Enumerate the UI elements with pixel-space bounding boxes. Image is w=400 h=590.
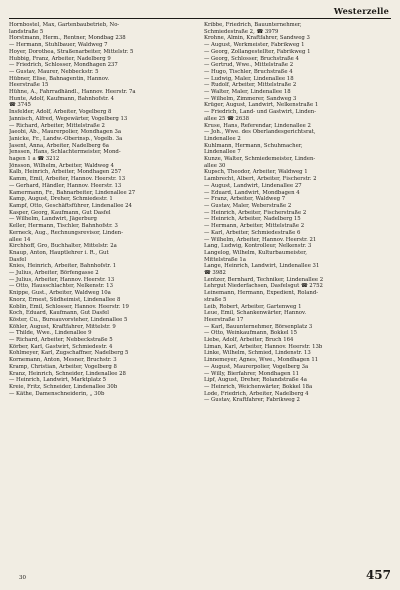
signature-mark: 30 xyxy=(19,575,26,581)
directory-entry: straße 5 xyxy=(204,296,227,303)
running-head: Westerzelle xyxy=(333,6,389,16)
directory-entry: Kruse, Hans, Referendar, Lindenallee 2 xyxy=(204,122,311,129)
directory-entry: — August, Maurerpolier, Vogelberg 3a xyxy=(204,363,309,370)
directory-entry: Kamermann, Fr., Bahnarbeiter, Lindenallee 27 xyxy=(9,189,136,196)
directory-entry: — August, Werkmeister, Fabrikweg 1 xyxy=(204,42,305,49)
directory-entry: Lentzer, Bernhard, Techniker, Lindenallee 2 xyxy=(204,276,324,283)
directory-entry: Horstmann, Herm., Rentner, Mondbag 238 xyxy=(9,35,126,42)
directory-entry: allee 25 ☎ 2638 xyxy=(204,115,250,122)
directory-entry: — Wilhelm, Landwirt, Jägerburg xyxy=(9,216,97,223)
directory-entry: — Gerhard, Händler, Hannov. Heerstr. 13 xyxy=(9,182,122,189)
directory-entry: Koblin, Emil, Schlosser, Hannov. Heerstr. 19 xyxy=(9,303,129,310)
directory-entry: — Karl, Arbeiter, Schmiedestraße 6 xyxy=(204,229,301,236)
directory-entry: — Gustav, Kraftfahrer, Fabrikweg 2 xyxy=(204,397,300,404)
directory-entry: Insfelder, Adolf, Arbeiter, Vogelberg 8 xyxy=(9,109,112,116)
directory-entry: Krohne, Almin, Kraftfahrer, Sandweg 3 xyxy=(204,35,310,42)
directory-entry: — August, Landwirt, Lindenallee 27 xyxy=(204,182,302,189)
directory-entry: Kreie, Fritz, Schneider, Lindenallee 30b xyxy=(9,383,118,390)
directory-entry: — Joh., Wwe. des Oberlandesgerichtsrat, xyxy=(204,129,316,136)
directory-entry: Leue, Emil, Schankenwärter, Hannov. xyxy=(204,310,307,317)
directory-entry: Dasfel xyxy=(9,256,27,263)
directory-entry: Lang, Ludwig, Kontrolleur, Nelkenstr. 3 xyxy=(204,243,312,250)
directory-entry: — Walter, Maler, Lindenallee 18 xyxy=(204,89,291,96)
directory-entry: Jaeobi, Ab., Maurerpolier, Mondhagen 3a xyxy=(9,129,122,136)
directory-entry: Kornemann, Anton, Mesner, Bruchstr. 3 xyxy=(9,357,117,364)
directory-entry: Leib, Robert, Arbeiter, Gartenweg 1 xyxy=(204,303,302,310)
directory-entry: Hornbostel, Max, Gartenbaubetrieb, No- xyxy=(9,22,120,28)
directory-entry: Krüger, August, Landwirt, Nelkenstraße 1 xyxy=(204,102,319,109)
directory-entry: Jenssen, Hans, Schlachtermeister, Mond- xyxy=(9,149,121,156)
directory-entry: — Georg, Schlosser, Bruchstraße 4 xyxy=(204,55,299,62)
directory-entry: — Heinrich, Arbeiter, Fischerstraße 2 xyxy=(204,209,307,216)
directory-entry: — Hugo, Tischler, Bruchstraße 4 xyxy=(204,68,293,75)
directory-entry: Kupsch, Theodor, Arbeiter, Waldweg 1 xyxy=(204,169,308,176)
directory-entry: Jönsson, Wilhelm, Arbeiter, Waldweg 4 xyxy=(9,162,114,169)
directory-entry: landstraße 5 xyxy=(9,28,44,35)
directory-entry: Köster, Cu., Bureauvorsteher, Lindenallee 5 xyxy=(9,316,128,323)
directory-entry: hagen 1 a ☎ 3212 xyxy=(9,156,60,163)
directory-entry: Kamp, August, Dreher, Schmiedestr. 1 xyxy=(9,196,113,203)
directory-entry: Kalb, Heinrich, Arbeiter, Mondhagen 257 xyxy=(9,169,122,176)
directory-entry: Kribbe, Friedrich, Bauunternehmer, xyxy=(204,22,302,28)
directory-entry: Kunze, Walter, Schmiedemeister, Linden- xyxy=(204,156,316,163)
directory-entry: — Hermann, Arbeiter, Mittelstraße 2 xyxy=(204,223,305,230)
directory-entry: Janicke, Fr., Landw.-Oberinsp., Vogelb. 3a xyxy=(9,135,123,142)
columns xyxy=(9,22,391,404)
directory-entry: — Thilde, Wwe., Lindenallee 9 xyxy=(9,330,92,337)
directory-entry: — Rudolf, Arbeiter, Mittelstraße 2 xyxy=(204,82,297,89)
directory-entry: Koch, Eduard, Kaufmann, Gut Dasfel xyxy=(9,310,109,317)
directory-entry: Lange, Heinrich, Landwirt, Lindenallee 31 xyxy=(204,263,320,270)
directory-entry: Kasper, Georg, Kaufmann, Gut Dasfel xyxy=(9,209,111,216)
directory-entry: — Heinrich, Arbeiter, Nadelberg 15 xyxy=(204,216,301,223)
directory-entry: Hubbig, Franz, Arbeiter, Nadelberg 9 xyxy=(9,55,111,62)
directory-entry: Knippe, Gust., Arbeiter, Waldweg 10a xyxy=(9,290,111,297)
directory-entry: — Friedrich, Land- und Gastwirt, Linden- xyxy=(204,109,317,116)
directory-entry: Kirchhoff, Gro, Buchhalter, Mittelstr. 2a xyxy=(9,243,117,250)
directory-entry: Körber, Karl, Gastwirt, Schmiedestr. 4 xyxy=(9,343,113,350)
directory-entry: Kranz, Heinrich, Schneider, Lindenallee 28 xyxy=(9,370,126,377)
directory-entry: Jasent, Anna, Arbeiter, Nadelberg 6a xyxy=(9,142,109,149)
directory-entry: allee 14 xyxy=(9,236,31,243)
directory-entry: — Gustav, Maler, Weberstraße 2 xyxy=(204,202,292,209)
directory-entry: Hühne, A., Fahrradhändl., Hannov. Heerstr. 7a xyxy=(9,89,136,96)
directory-entry: Knies, Heinrich, Arbeiter, Bahnhofstr. 1 xyxy=(9,263,117,270)
directory-entry: Mittelstraße 1a xyxy=(204,256,246,263)
directory-entry: Knaup, Anton, Hauptlehrer i. R., Gut xyxy=(9,249,109,256)
directory-entry: Langelog, Wilhelm, Kulturbaumeister, xyxy=(204,249,307,256)
directory-entry: — Käthe, Damenschneiderin, „ 30b xyxy=(9,390,105,397)
directory-entry: Jannisch, Alfred, Wegewärter, Vogelberg 13 xyxy=(9,115,128,122)
directory-entry: Heerstraße 15 xyxy=(9,82,49,89)
directory-entry: Lode, Friedrich, Arbeiter, Nadelberg 4 xyxy=(204,390,309,397)
directory-entry: — Ludwig, Maler, Lindenallee 18 xyxy=(204,75,294,82)
directory-entry: — Julius, Arbeiter, Börfengasse 2 xyxy=(9,270,99,277)
page-footer xyxy=(9,568,391,582)
directory-entry: Kohlmeyer, Karl, Zugschaffner, Nadelberg 5 xyxy=(9,350,129,357)
directory-entry: ☎ 3982 xyxy=(204,270,226,277)
directory-entry: — Heinrich, Landwirt, Marktplatz 5 xyxy=(9,377,107,384)
directory-entry: Kuhlmann, Hermann, Schuhmacher, xyxy=(204,142,303,149)
directory-entry: Köhler, August, Kraftfahrer, Mittelstr. 9 xyxy=(9,323,116,330)
directory-entry: — Heinrich, Weichenwärter, Bokkel 18a xyxy=(204,383,313,390)
directory-entry: — Hermann, Stuhlbauer, Waldweg 7 xyxy=(9,42,108,49)
right-column xyxy=(204,22,391,404)
header-rule xyxy=(9,18,391,19)
directory-entry: — Otto, Hausschlachter, Nelkenstr. 13 xyxy=(9,283,113,290)
directory-entry: Heerstraße 17 xyxy=(204,316,244,323)
directory-entry: Linke, Wilhelm, Schmied, Lindenstr. 13 xyxy=(204,350,311,357)
directory-entry: Leinemann, Hermann, Expedient, Roland- xyxy=(204,290,319,297)
directory-entry: — Julius, Arbeiter, Hannov. Heerstr. 13 xyxy=(9,276,115,283)
directory-entry: Kamm, Emil, Arbeiter, Hannov. Heerstr. 13 xyxy=(9,176,126,183)
page-number: 457 xyxy=(365,568,391,582)
directory-entry: — Friedrich, Schlosser, Mondhagen 237 xyxy=(9,62,118,69)
directory-entry: Schmiedestraße 2, ☎ 3979 xyxy=(204,28,279,35)
directory-entry: Kerneck, Aug., Rechnungsrevisor, Linden- xyxy=(9,229,124,236)
directory-entry: Lehrgut Niederfachsen, Dasfelsgut ☎ 2752 xyxy=(204,283,323,290)
directory-entry: Knorz, Ernest, Südheimist, Lindenallee 8 xyxy=(9,296,121,303)
directory-entry: Linnemeyer, Agnes, Wwe., Mondhagen 11 xyxy=(204,357,319,364)
directory-entry: — Karl, Bauunternehmer, Börsenplatz 3 xyxy=(204,323,313,330)
directory-entry: — Gertrud, Wwe., Mittelstraße 2 xyxy=(204,62,294,69)
directory-entry: Kampf, Otto, Geschäftsführer, Lindenallee 24 xyxy=(9,202,132,209)
directory-entry: Hübner, Elise, Bahnagentin, Hannov. xyxy=(9,75,110,82)
directory-entry: Lambrecht, Albert, Arbeiter, Fischerstr. 2 xyxy=(204,176,317,183)
left-column xyxy=(9,22,196,404)
directory-entry: Liebe, Adolf, Arbeiter, Bruch 164 xyxy=(204,337,294,344)
directory-entry: — Richard, Arbeiter, Mittelstraße 2 xyxy=(9,122,105,129)
directory-entry: — Wilhelm, Zimmerer, Sandweg 3 xyxy=(204,95,297,102)
directory-entry: Lindenallee 7 xyxy=(204,149,241,156)
directory-entry: Lipf, August, Dreher, Rolandstraße 4a xyxy=(204,377,307,384)
directory-entry: Lindenallee 2 xyxy=(204,135,241,142)
directory-entry: allee 30 xyxy=(204,162,226,169)
directory-entry: — Georg, Zollangestellter, Fabrikweg 1 xyxy=(204,48,311,55)
directory-entry: — Richard, Arbeiter, Nebbeckstraße 5 xyxy=(9,337,113,344)
directory-entry: ☎ 3745 xyxy=(9,102,31,109)
directory-entry: Liman, Karl, Arbeiter, Hannov. Heerstr. 13b xyxy=(204,343,323,350)
directory-entry: — Wilhelm, Arbeiter, Hannov. Heerstr. 21 xyxy=(204,236,317,243)
directory-entry: — Otto, Weinkaufmann, Bokkel 15 xyxy=(204,330,298,337)
directory-entry: — Franz, Arbeiter, Waldweg 7 xyxy=(204,196,286,203)
directory-entry: — Gustav, Maurer, Nebbeckstr. 5 xyxy=(9,68,99,75)
directory-entry: Hoyer, Dorothea, Straßenarbeiter, Mittelstr. 5 xyxy=(9,48,134,55)
directory-entry: Kramp, Christian, Arbeiter, Vogelberg 8 xyxy=(9,363,117,370)
directory-entry: Keller, Hermann, Tischler, Bahnhofstr. 3 xyxy=(9,223,118,230)
directory-entry: — Willy, Bierfahrer, Mondhagen 11 xyxy=(204,370,300,377)
directory-entry: — Eduard, Landwirt, Mondbagen 4 xyxy=(204,189,300,196)
directory-entry: Hunte, Adolf, Kaufmann, Bahnhofstr. 4 xyxy=(9,95,115,102)
